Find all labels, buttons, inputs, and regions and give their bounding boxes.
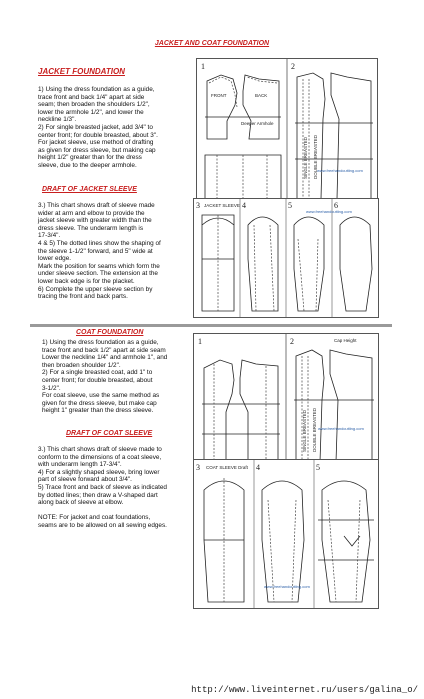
jacket-watermark: www.freehandcutting.com (317, 168, 363, 173)
coat-diagram-number-2: 2 (290, 337, 294, 346)
jacket-back-label: BACK (255, 93, 268, 98)
pattern-drafting-line (209, 77, 237, 107)
page-title: JACKET AND COAT FOUNDATION (154, 40, 270, 47)
coat-sleeve-watermark: www.freehandcutting.com (264, 584, 310, 589)
pattern-drafting-line (207, 75, 237, 139)
pattern-drafting-line (328, 500, 360, 602)
jacket-sleeve-text: 3.) This chart shows draft of sleeve made wider at arm and elbow to provide the jacket sleeve with greater width than the dress sleeve. The underarm length is 17-3/4". 4 & 5) The dotted lines show the shaping of the sleeve 1-1/2" forward, and 5" wide at lower edge. Mark the position for seams which form the under sleeve section. The extension at the lower back edge is for the placket. 6) Complete the upper sleeve section by tracing the front and back parts. (38, 202, 161, 301)
jacket-sleeve-number-5: 5 (288, 201, 292, 210)
coat-cap-height-label: Cap Height (334, 338, 357, 343)
jacket-sleeve-watermark: www.freehandcutting.com (306, 209, 352, 214)
pattern-drafting-line (344, 536, 360, 546)
coat-sleeve-number-5: 5 (316, 463, 320, 472)
source-url[interactable]: http://www.liveinternet.ru/users/galina_o/ (191, 685, 418, 695)
coat-sleeve-text: 3.) This chart shows draft of sleeve made to conform to the dimensions of a coat sleeve, with underarm length 17-3/4". 4) For a slightly shaped sleeve, bring lower part of sleeve forward about 3/4". 5) Trace front and back of sleeve as indicated by dotted lines; then draw a V-shaped dart along back of sleeve at elbow. NOTE: For jacket and coat foundations, seams are to be allowed on all sewing edges. (38, 446, 167, 529)
coat-foundation-diagram (193, 333, 379, 467)
pattern-drafting-line (331, 73, 371, 199)
coat-sleeve-number-4: 4 (256, 463, 260, 472)
coat-sleeve-header: COAT SLEEVE Draft (206, 465, 248, 470)
coat-foundation-text: 1) Using the dress foundation as a guide, trace front and back 1/2" apart at side seam Lower the neckline 1/4" and armhole 1", and then broaden shoulder 1/2". 2) For a single breasted coat, add 1" to center front; for double breasted, about 3-1/2". For coat sleeve, use the same method as given for the dress sleeve, but make cap height 1" greater than the dress sleeve. (42, 339, 168, 415)
jacket-foundation-title: JACKET FOUNDATION (38, 67, 125, 76)
pattern-drafting-line (322, 481, 370, 602)
coat-single-breasted-label: SINGLE BREASTED (302, 409, 307, 452)
jacket-diagram-number-1: 1 (201, 62, 205, 71)
jacket-diagram-number-2: 2 (291, 62, 295, 71)
pattern-drafting-line (340, 217, 372, 311)
jacket-sleeve-number-3: 3 (196, 201, 200, 210)
coat-double-breasted-label: DOUBLE BREASTED (312, 407, 317, 452)
pattern-drafting-line (294, 217, 324, 311)
coat-foundation-title: COAT FOUNDATION (76, 329, 144, 336)
jacket-sleeve-number-4: 4 (242, 201, 246, 210)
coat-sleeve-diagram (193, 459, 379, 609)
pattern-drafting-line (240, 360, 278, 462)
coat-sleeve-title: DRAFT OF COAT SLEEVE (66, 430, 153, 437)
pattern-drafting-line (296, 350, 324, 462)
pattern-drafting-line (298, 239, 318, 311)
jacket-foundation-text: 1) Using the dress foundation as a guide, trace front and back 1/4" apart at side seam; then broaden the shoulders 1/2", lower the armhole 1/2", and lower the neckline 1/3". 2) For single breasted jacket, add 3/4" to center front; for double breasted, about 3". For jacket sleeve, use method of drafting as given for dress sleeve, but making cap height 1/2" greater than for the dress sleeve, due to the deeper armhole. (38, 86, 158, 169)
pattern-drafting-line (297, 73, 325, 199)
pattern-drafting-line (243, 75, 279, 139)
coat-diagram-number-1: 1 (198, 337, 202, 346)
jacket-sleeve-header: JACKET SLEEVE (204, 203, 240, 208)
pattern-drafting-line (330, 350, 372, 462)
coat-sleeve-number-3: 3 (196, 463, 200, 472)
jacket-sleeve-title: DRAFT OF JACKET SLEEVE (42, 186, 137, 193)
jacket-front-label: FRONT (211, 93, 227, 98)
pattern-drafting-line (254, 225, 274, 311)
jacket-double-breasted-label: DOUBLE BREASTED (313, 134, 318, 179)
jacket-single-breasted-label: SINGLE BREASTED (303, 136, 308, 179)
jacket-foundation-diagram (196, 58, 378, 210)
pattern-drafting-line (204, 360, 234, 462)
jacket-sleeve-number-6: 6 (334, 201, 338, 210)
jacket-deeper-armhole-label: Deeper Armhole (241, 121, 274, 126)
jacket-sleeve-diagram (193, 198, 379, 318)
section-divider (30, 324, 392, 327)
coat-watermark: www.freehandcutting.com (318, 426, 364, 431)
